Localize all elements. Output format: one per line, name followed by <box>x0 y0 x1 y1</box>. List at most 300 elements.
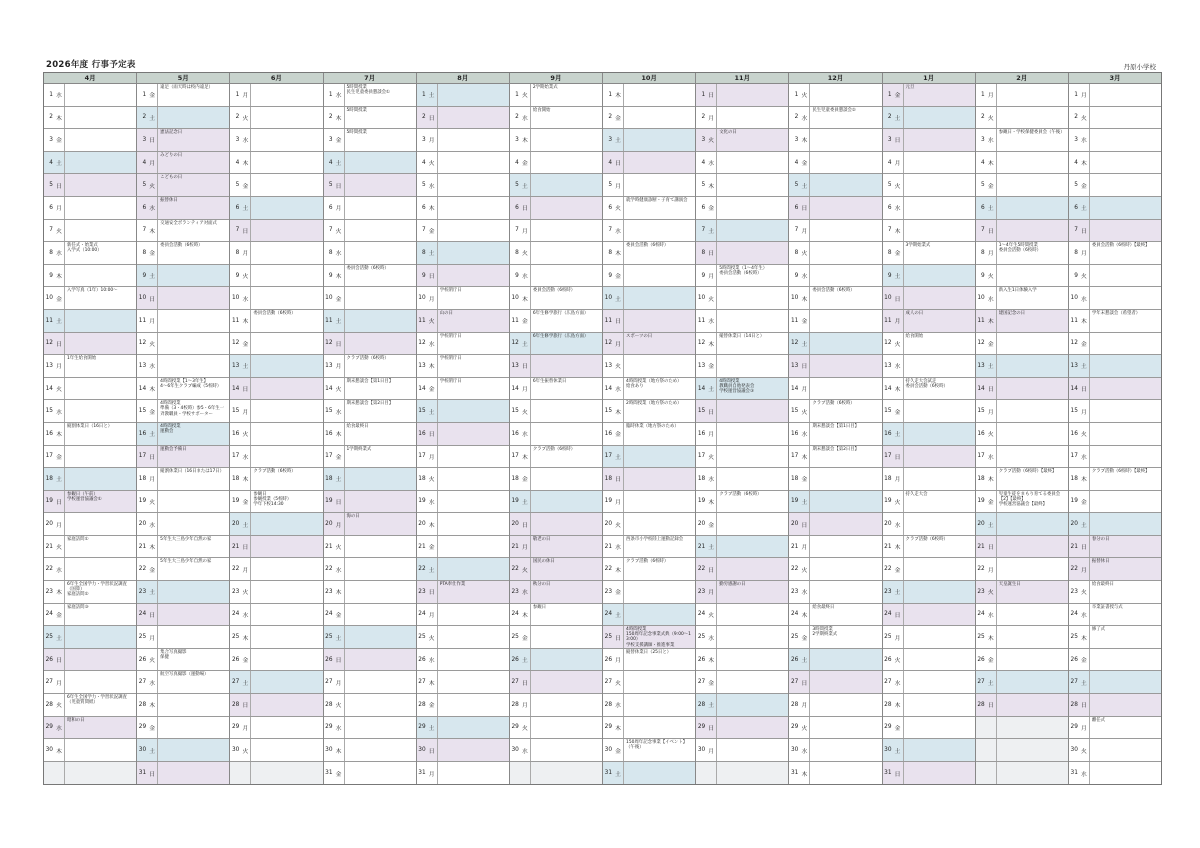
day-number: 20 <box>790 521 799 528</box>
event-text: 期末懇談会【第1日目】 <box>346 378 394 384</box>
event-text <box>438 400 509 422</box>
day-row <box>696 581 788 604</box>
event-text: 2学期始業式 <box>532 85 558 90</box>
day-number: 2 <box>49 114 53 121</box>
month-header: 6月 <box>230 73 322 84</box>
day-number: 24 <box>604 611 613 618</box>
day-row <box>789 558 881 581</box>
day-row <box>510 717 602 740</box>
event-text: みどりの日 <box>160 152 183 158</box>
day-row <box>417 423 509 446</box>
event-text: 委員会活動（6校時） <box>812 288 855 294</box>
day-number: 27 <box>138 679 147 686</box>
weekday-label: 木 <box>54 581 65 603</box>
day-number: 6 <box>1074 204 1078 211</box>
event-text <box>251 174 322 196</box>
weekday-label: 水 <box>613 378 624 400</box>
weekday-label: 水 <box>147 671 158 693</box>
weekday-label: 火 <box>427 626 438 648</box>
day-row <box>510 287 602 310</box>
weekday-label: 火 <box>520 242 531 264</box>
event-text <box>717 468 788 490</box>
day-row <box>1069 536 1161 559</box>
day-number: 14 <box>325 385 333 392</box>
day-number: 27 <box>45 679 53 686</box>
event-text <box>158 107 229 129</box>
day-number: 28 <box>977 701 985 708</box>
weekday-label: 木 <box>427 197 438 219</box>
day-number: 25 <box>790 634 799 641</box>
day-number: 26 <box>697 656 706 663</box>
event-text: 4時間授業【1〜3年生】 4〜6年生クラブ編成（5校時） <box>160 378 222 389</box>
day-row <box>789 174 881 197</box>
event-text <box>810 581 881 603</box>
event-text: 遠足（雨天時は校内遠足） <box>160 85 213 90</box>
event-text <box>531 400 602 422</box>
day-row <box>137 558 229 581</box>
day-row <box>789 400 881 423</box>
day-row <box>230 649 322 672</box>
event-text <box>717 197 788 219</box>
day-number: 14 <box>231 385 240 392</box>
event-text <box>904 287 975 309</box>
day-number: 21 <box>697 543 706 550</box>
weekday-label: 月 <box>54 355 65 377</box>
event-text <box>438 174 509 196</box>
day-row <box>883 739 975 762</box>
weekday-label: 水 <box>240 446 251 468</box>
day-number: 13 <box>511 362 519 369</box>
event-text <box>1090 491 1161 513</box>
day-number: 26 <box>1070 656 1078 663</box>
event-text <box>1090 197 1161 219</box>
weekday-label: 日 <box>893 287 904 309</box>
day-number: 23 <box>977 588 985 595</box>
event-text <box>624 152 695 174</box>
day-row <box>1069 626 1161 649</box>
day-number: 26 <box>977 656 985 663</box>
day-number: 18 <box>138 475 147 482</box>
weekday-label: 土 <box>706 694 717 716</box>
day-row <box>230 197 322 220</box>
event-text <box>1090 152 1161 174</box>
day-row <box>603 739 695 762</box>
day-row <box>1069 446 1161 469</box>
event-text <box>65 626 136 648</box>
event-text <box>997 649 1068 671</box>
event-text <box>531 626 602 648</box>
event-text: 2時間授業（地方祭のため） <box>626 401 682 407</box>
day-number: 1 <box>142 91 147 98</box>
event-text: 1〜4年生5時間授業 委員会活動（6校時） <box>998 243 1042 254</box>
day-number: 15 <box>884 408 892 415</box>
event-text <box>717 626 788 648</box>
day-row <box>1069 287 1161 310</box>
day-row <box>44 649 136 672</box>
weekday-label: 土 <box>1079 671 1090 693</box>
day-row <box>417 468 509 491</box>
weekday-label: 日 <box>613 310 624 332</box>
day-row <box>603 242 695 265</box>
weekday-label: 金 <box>427 536 438 558</box>
day-number: 11 <box>697 317 706 324</box>
day-number: 10 <box>697 295 706 302</box>
day-row <box>696 84 788 107</box>
day-row <box>883 310 975 333</box>
event-text: 3時間授業 2学期終業式 <box>812 627 838 638</box>
event-text <box>810 694 881 716</box>
event-text <box>997 536 1068 558</box>
weekday-label: 火 <box>1079 581 1090 603</box>
day-row <box>324 717 416 740</box>
weekday-label: 火 <box>1079 423 1090 445</box>
day-number: 5 <box>608 182 613 189</box>
day-number: 29 <box>697 724 706 731</box>
weekday-label: 土 <box>520 491 531 513</box>
event-text <box>717 694 788 716</box>
event-text: こどもの日 <box>160 175 183 181</box>
day-row <box>324 423 416 446</box>
event-text: 給食最終日 <box>1091 582 1114 588</box>
weekday-label: 木 <box>334 423 345 445</box>
day-row <box>510 265 602 288</box>
weekday-label: 土 <box>147 581 158 603</box>
weekday-label: 土 <box>427 84 438 106</box>
weekday-label: 金 <box>334 762 345 785</box>
day-number: 9 <box>608 272 613 279</box>
weekday-label: 月 <box>147 152 158 174</box>
weekday-label: 火 <box>613 513 624 535</box>
event-text: 天皇誕生日 <box>998 582 1021 588</box>
weekday-label: 土 <box>706 378 717 400</box>
month-header: 11月 <box>696 73 788 84</box>
day-row <box>44 513 136 536</box>
weekday-label: 月 <box>799 536 810 558</box>
day-row <box>510 152 602 175</box>
day-row <box>324 107 416 130</box>
weekday-label: 月 <box>893 152 904 174</box>
day-row <box>44 333 136 356</box>
day-row <box>976 220 1068 243</box>
weekday-label: 月 <box>706 265 717 287</box>
weekday-label: 日 <box>706 242 717 264</box>
event-text <box>997 446 1068 468</box>
day-row <box>976 649 1068 672</box>
event-text <box>810 84 881 106</box>
event-text <box>810 513 881 535</box>
weekday-label: 金 <box>1079 174 1090 196</box>
day-number: 16 <box>977 430 985 437</box>
event-text <box>810 739 881 761</box>
weekday-label: 水 <box>1079 287 1090 309</box>
month-header: 10月 <box>603 73 695 84</box>
day-row <box>137 355 229 378</box>
day-row <box>230 762 322 785</box>
day-row <box>417 174 509 197</box>
event-text <box>997 626 1068 648</box>
day-number: 11 <box>604 317 613 324</box>
event-text <box>438 107 509 129</box>
day-number: 28 <box>884 701 892 708</box>
day-row <box>510 694 602 717</box>
day-row <box>789 649 881 672</box>
weekday-label: 月 <box>613 333 624 355</box>
day-row <box>883 400 975 423</box>
day-number: 14 <box>511 385 519 392</box>
day-number: 18 <box>604 475 613 482</box>
event-text <box>624 107 695 129</box>
day-row <box>417 446 509 469</box>
weekday-label: 水 <box>706 626 717 648</box>
event-text <box>65 378 136 400</box>
day-number: 28 <box>45 701 53 708</box>
day-number: 3 <box>421 136 426 143</box>
event-text <box>717 174 788 196</box>
month-column <box>417 73 510 784</box>
weekday-label: 水 <box>799 581 810 603</box>
event-text <box>251 604 322 626</box>
event-text <box>904 265 975 287</box>
day-row <box>324 333 416 356</box>
day-number: 18 <box>231 475 240 482</box>
day-number: 31 <box>1070 770 1078 777</box>
weekday-label: 火 <box>240 265 251 287</box>
day-row <box>883 152 975 175</box>
day-row <box>324 378 416 401</box>
weekday-label: 火 <box>147 491 158 513</box>
day-row <box>789 694 881 717</box>
weekday-label: 水 <box>986 287 997 309</box>
day-row <box>1069 558 1161 581</box>
event-text: 4時間授業 準備（3・4校時）参5・6年生一斉教職員・学校サポーター <box>160 401 225 417</box>
day-row <box>324 694 416 717</box>
event-text <box>904 649 975 671</box>
day-row <box>230 287 322 310</box>
event-text <box>158 355 229 377</box>
event-text <box>158 513 229 535</box>
weekday-label: 木 <box>613 400 624 422</box>
day-number: 14 <box>45 385 53 392</box>
weekday-label: 月 <box>147 468 158 490</box>
day-number: 18 <box>977 475 985 482</box>
weekday-label: 木 <box>706 649 717 671</box>
day-number: 27 <box>604 679 613 686</box>
day-row <box>510 174 602 197</box>
day-row <box>44 468 136 491</box>
weekday-label: 月 <box>427 287 438 309</box>
day-row <box>1069 423 1161 446</box>
day-number: 7 <box>794 227 799 234</box>
event-text <box>345 197 416 219</box>
day-number <box>976 762 986 785</box>
day-row <box>1069 242 1161 265</box>
day-number: 30 <box>697 747 706 754</box>
day-number: 27 <box>325 679 333 686</box>
event-text <box>810 310 881 332</box>
weekday-label: 木 <box>520 604 531 626</box>
weekday-label: 火 <box>334 378 345 400</box>
event-text <box>624 310 695 332</box>
day-row <box>417 558 509 581</box>
weekday-label: 金 <box>147 84 158 106</box>
event-text <box>251 446 322 468</box>
weekday-label: 木 <box>1079 152 1090 174</box>
weekday-label: 土 <box>1079 513 1090 535</box>
weekday-label: 日 <box>427 739 438 761</box>
event-text <box>65 762 136 785</box>
day-number: 21 <box>511 543 519 550</box>
event-text <box>251 762 322 785</box>
weekday-label: 水 <box>799 423 810 445</box>
weekday-label: 月 <box>986 84 997 106</box>
day-number: 3 <box>142 136 147 143</box>
day-row <box>1069 310 1161 333</box>
day-number: 8 <box>421 249 426 256</box>
day-number: 13 <box>604 362 613 369</box>
day-row <box>696 152 788 175</box>
event-text <box>251 378 322 400</box>
weekday-label: 月 <box>1079 400 1090 422</box>
day-row <box>976 84 1068 107</box>
day-row <box>510 220 602 243</box>
day-number: 4 <box>701 159 706 166</box>
day-row <box>976 242 1068 265</box>
day-row <box>510 762 602 785</box>
weekday-label: 日 <box>613 152 624 174</box>
day-number: 4 <box>49 159 53 166</box>
event-text <box>438 84 509 106</box>
day-number: 11 <box>231 317 240 324</box>
day-row <box>976 626 1068 649</box>
event-text <box>345 604 416 626</box>
day-number: 6 <box>421 204 426 211</box>
day-number: 3 <box>235 136 240 143</box>
event-text <box>624 287 695 309</box>
day-row <box>976 378 1068 401</box>
event-text: 5年生大三島少年自然の家 <box>160 559 212 565</box>
day-number: 12 <box>1070 340 1078 347</box>
event-text <box>904 400 975 422</box>
event-text: 交通安全ボランティア対面式 <box>160 220 217 226</box>
weekday-label: 水 <box>520 265 531 287</box>
weekday-label: 金 <box>613 265 624 287</box>
event-text <box>810 536 881 558</box>
day-number: 22 <box>1070 566 1078 573</box>
event-text <box>904 107 975 129</box>
event-text <box>65 468 136 490</box>
day-number: 11 <box>138 317 147 324</box>
weekday-label: 木 <box>240 468 251 490</box>
day-row <box>510 446 602 469</box>
weekday-label: 水 <box>427 491 438 513</box>
day-row <box>417 536 509 559</box>
day-row <box>230 671 322 694</box>
weekday-label: 木 <box>334 739 345 761</box>
event-text <box>624 174 695 196</box>
day-number: 7 <box>608 227 613 234</box>
event-text: 学年末懇談会（希望者） <box>1091 310 1141 316</box>
day-row <box>230 400 322 423</box>
event-text: 6年生修学旅行（広島方面） <box>532 310 589 316</box>
day-row <box>603 423 695 446</box>
month-column <box>603 73 696 784</box>
event-text: 期末懇談会【第2日目】 <box>812 446 860 452</box>
event-text <box>438 152 509 174</box>
day-number: 24 <box>697 611 706 618</box>
day-number: 5 <box>235 182 240 189</box>
weekday-label: 金 <box>427 378 438 400</box>
day-row <box>789 265 881 288</box>
event-text <box>158 287 229 309</box>
day-number: 13 <box>790 362 799 369</box>
weekday-label: 月 <box>334 355 345 377</box>
day-row <box>883 581 975 604</box>
event-text <box>1090 220 1161 242</box>
day-row <box>137 242 229 265</box>
day-number: 3 <box>701 136 706 143</box>
day-row <box>1069 649 1161 672</box>
day-number: 14 <box>977 385 985 392</box>
day-number: 9 <box>328 272 333 279</box>
weekday-label: 水 <box>986 446 997 468</box>
day-number: 15 <box>511 408 519 415</box>
event-text <box>65 107 136 129</box>
event-text <box>717 739 788 761</box>
day-number: 15 <box>604 408 613 415</box>
event-text: 5年生大三島少年自然の家 <box>160 536 212 542</box>
day-row <box>976 491 1068 514</box>
day-row <box>789 626 881 649</box>
event-text <box>810 152 881 174</box>
day-number: 6 <box>981 204 985 211</box>
weekday-label: 水 <box>799 739 810 761</box>
event-text <box>158 604 229 626</box>
day-row <box>324 220 416 243</box>
event-text: スポーツの日 <box>626 333 653 339</box>
weekday-label: 木 <box>54 265 65 287</box>
event-text <box>624 513 695 535</box>
event-text <box>251 717 322 739</box>
day-number: 19 <box>511 498 519 505</box>
day-number: 11 <box>884 317 892 324</box>
day-row <box>230 626 322 649</box>
weekday-label: 木 <box>147 536 158 558</box>
day-number: 7 <box>328 227 333 234</box>
day-number: 20 <box>45 521 53 528</box>
day-row <box>230 220 322 243</box>
day-number: 15 <box>418 408 426 415</box>
weekday-label: 土 <box>613 762 624 785</box>
day-number: 22 <box>697 566 706 573</box>
event-text <box>904 197 975 219</box>
event-text <box>1090 333 1161 355</box>
day-row <box>696 739 788 762</box>
day-row <box>137 717 229 740</box>
day-number: 17 <box>138 453 147 460</box>
event-text: 5時間授業 <box>346 107 367 113</box>
event-text <box>65 84 136 106</box>
day-row <box>603 604 695 627</box>
day-row <box>510 581 602 604</box>
day-number: 20 <box>604 521 613 528</box>
event-text <box>717 536 788 558</box>
day-row <box>883 513 975 536</box>
day-number: 28 <box>511 701 519 708</box>
event-text <box>1090 174 1161 196</box>
weekday-label: 火 <box>240 581 251 603</box>
day-number: 2 <box>142 114 147 121</box>
event-text <box>438 694 509 716</box>
